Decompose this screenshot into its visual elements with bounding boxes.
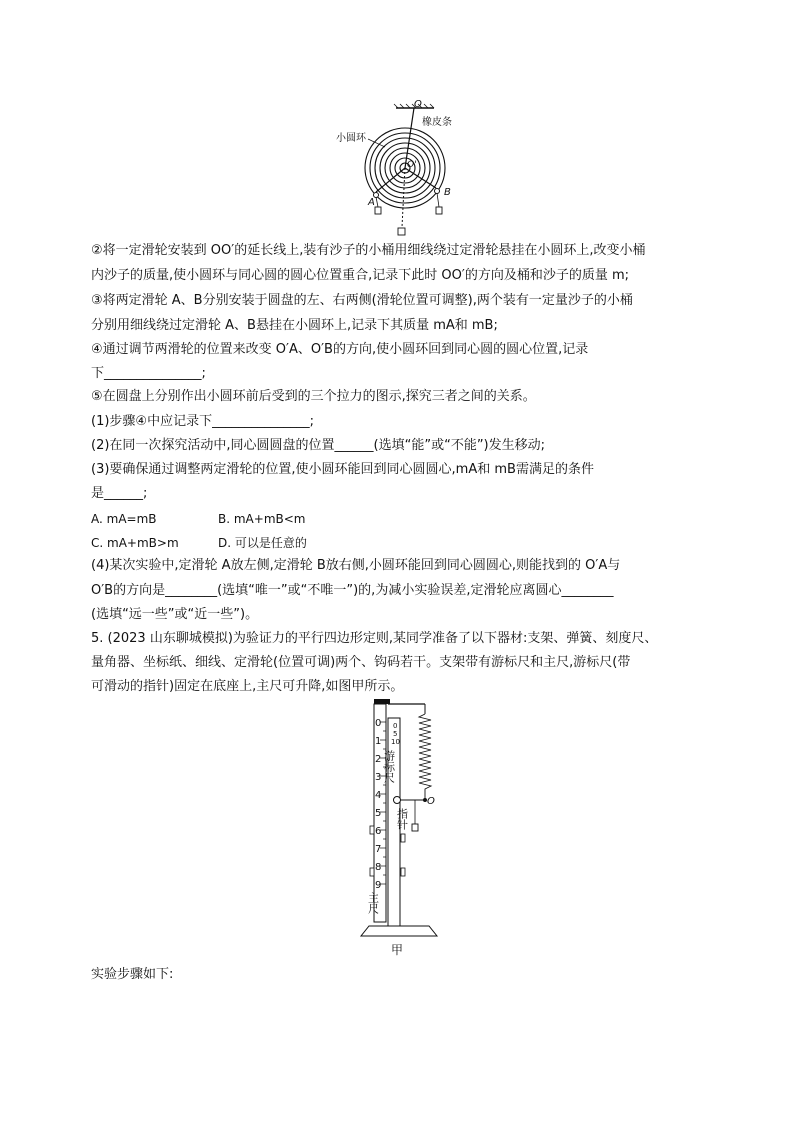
question-2: (2)在同一次探究活动中,同心圆圆盘的位置______(选填“能”或“不能”)发生移动; — [91, 438, 546, 453]
main-scale-tick: 8 — [375, 862, 382, 873]
question-4-cont: O′B的方向是________(选填“唯一”或“不唯一”)的,为减小实验误差,定滑轮应离圆心________ — [91, 583, 614, 598]
pointer-label: 指针 — [395, 808, 409, 830]
rubber-band-label: 橡皮条 — [422, 117, 452, 128]
text-line: ③将两定滑轮 A、B分别安装于圆盘的左、右两侧(滑轮位置可调整),两个装有一定量沙子的小桶 — [91, 293, 633, 308]
point-o-label: O — [427, 796, 435, 807]
main-scale-tick: 1 — [375, 736, 382, 747]
steps-heading: 实验步骤如下: — [91, 967, 174, 982]
hook-weight-icon — [412, 824, 418, 831]
text-line: 分别用细线绕过定滑轮 A、B悬挂在小圆环上,记录下其质量 mA和 mB; — [91, 318, 498, 333]
problem-5-cont: 量角器、坐标纸、细线、定滑轮(位置可调)两个、钩码若干。支架带有游标尺和主尺,游标尺(带 — [91, 655, 631, 670]
point-o-label: O — [414, 99, 422, 110]
question-3-cont: 是______; — [91, 486, 148, 501]
main-scale-tick: 3 — [375, 772, 382, 783]
option-d: D. 可以是任意的 — [218, 536, 307, 550]
text-line: ⑤在圆盘上分别作出小圆环前后受到的三个拉力的图示,探究三者之间的关系。 — [91, 389, 536, 404]
figure-caption: 甲 — [391, 943, 404, 957]
text-line: 下_______________; — [91, 366, 206, 381]
vernier-tick: 5 — [393, 730, 398, 738]
main-scale-tick: 4 — [375, 790, 382, 801]
concentric-disc-figure — [330, 95, 470, 245]
main-scale-cap — [374, 699, 390, 704]
main-scale-tick: 5 — [375, 808, 382, 819]
small-ring-label: 小圆环 — [336, 133, 366, 144]
main-scale-tick: 9 — [375, 880, 382, 891]
question-4: (4)某次实验中,定滑轮 A放左侧,定滑轮 B放右侧,小圆环能回到同心圆圆心,则能找到的 O′A与 — [91, 558, 621, 573]
main-scale-tick: 6 — [375, 826, 382, 837]
question-4-cont: (选填“远一些”或“近一些”)。 — [91, 607, 259, 622]
option-c: C. mA+mB>m — [91, 536, 179, 550]
option-a: A. mA=mB — [91, 512, 157, 526]
question-1: (1)步骤④中应记录下_______________; — [91, 414, 314, 429]
bucket-m-icon — [398, 228, 405, 235]
apparatus-figure-jia — [355, 696, 445, 958]
text-line: 内沙子的质量,使小圆环与同心圆的圆心位置重合,记录下此时 OO′的方向及桶和沙子的质量 m; — [91, 268, 629, 283]
vernier-tick: 0 — [393, 722, 398, 730]
option-b: B. mA+mB<m — [218, 512, 306, 526]
question-3: (3)要确保通过调整两定滑轮的位置,使小圆环能回到同心圆圆心,mA和 mB需满足的条件 — [91, 462, 594, 477]
text-line: ④通过调节两滑轮的位置来改变 O′A、O′B的方向,使小圆环回到同心圆的圆心位置,记录 — [91, 342, 589, 357]
problem-5: 5. (2023 山东聊城模拟)为验证力的平行四边形定则,某同学准备了以下器材:支架、弹簧、刻度尺、 — [91, 631, 658, 646]
base-stand — [361, 926, 437, 936]
vernier-tick: 10 — [391, 738, 400, 746]
pulley-a-label: A — [368, 197, 375, 208]
bucket-a-icon — [375, 207, 381, 214]
main-scale-tick: 7 — [375, 844, 382, 855]
main-scale-tick: 2 — [375, 754, 382, 765]
pulley-b-label: B — [444, 187, 451, 198]
main-scale-tick: 0 — [375, 718, 382, 729]
vernier-scale-label: 游标尺 — [382, 750, 396, 783]
bucket-b-icon — [436, 207, 442, 214]
problem-5-cont: 可滑动的指针)固定在底座上,主尺可升降,如图甲所示。 — [91, 679, 404, 694]
center-o-prime-label: O' — [407, 160, 417, 170]
pulley-b-icon — [435, 189, 440, 194]
pointer-knob-icon — [394, 797, 401, 804]
text-line: ②将一定滑轮安装到 OO′的延长线上,装有沙子的小桶用细线绕过定滑轮悬挂在小圆环上,改变小桶 — [91, 243, 646, 258]
main-scale-label: 主尺 — [366, 892, 380, 914]
spring-icon — [419, 714, 431, 800]
